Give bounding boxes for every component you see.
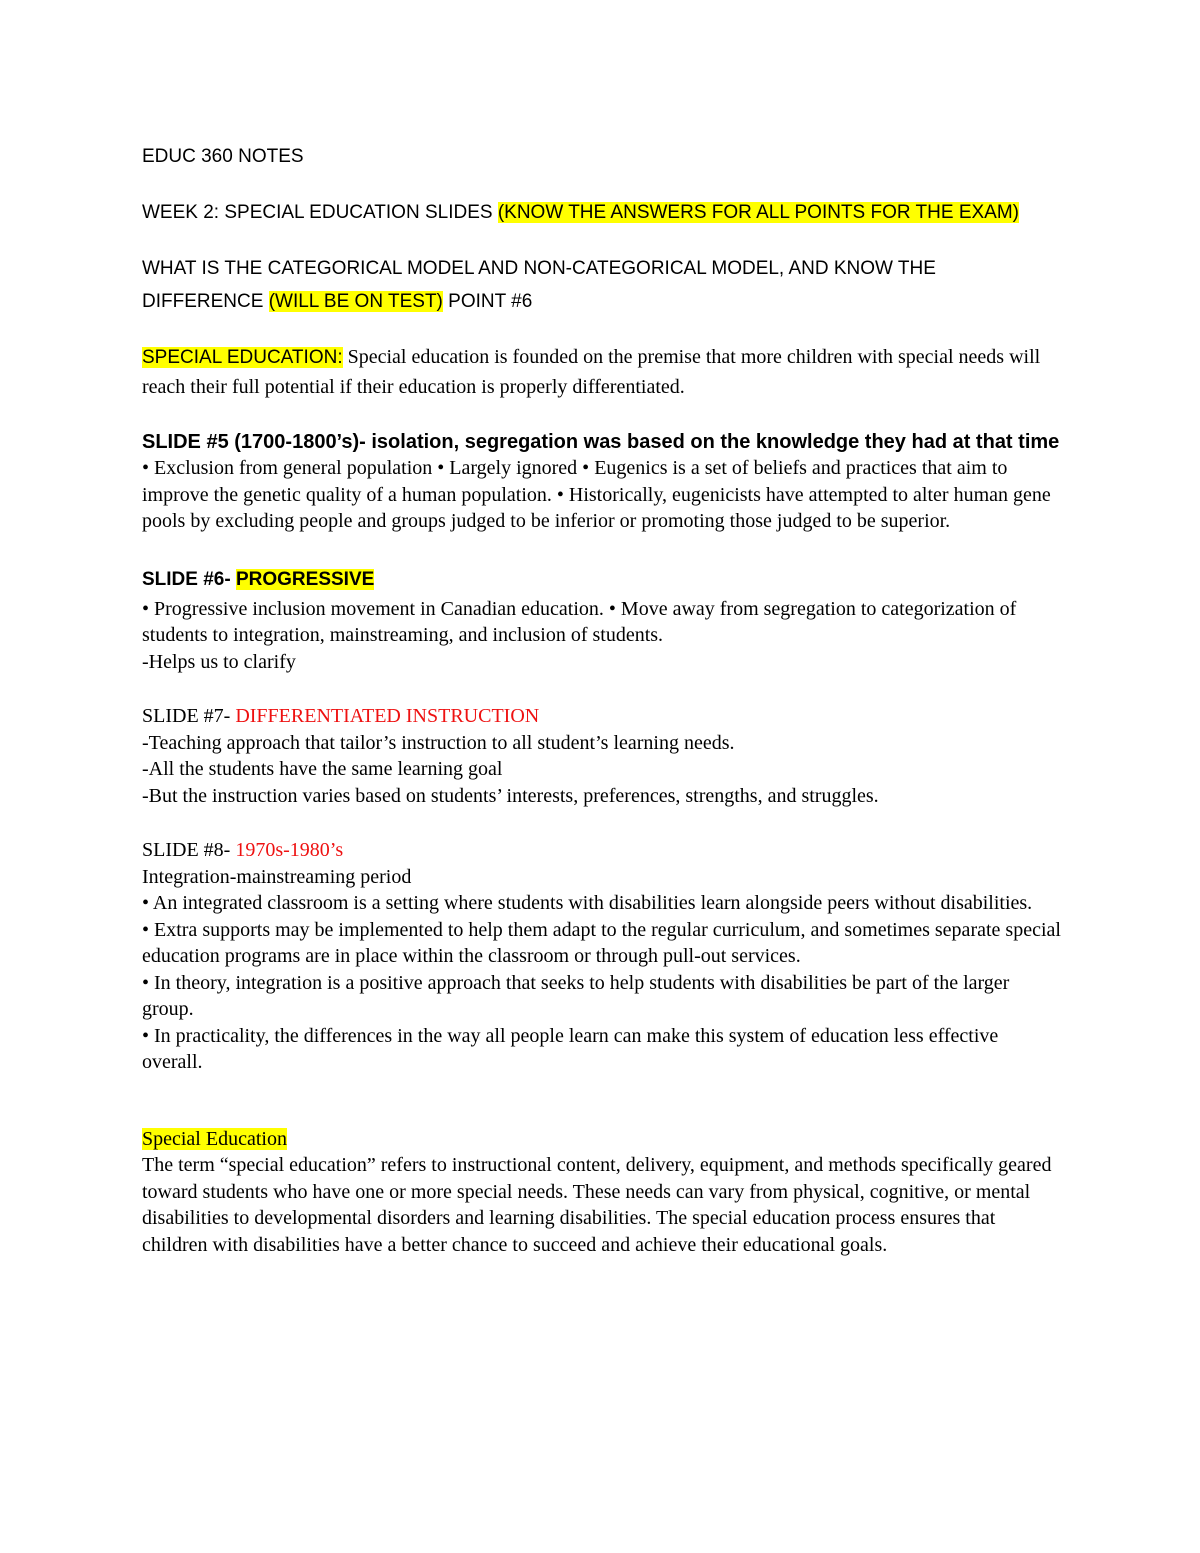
slide-7-heading: SLIDE #7- DIFFERENTIATED INSTRUCTION [142,705,540,727]
special-education-definition [142,1126,1062,1259]
question-heading [142,252,1062,318]
slide-8-bullet: • In theory, integration is a positive approach that seeks to help students with disabilities be part of the larger group. [142,971,1010,1020]
slide-8-bullet: • Extra supports may be implemented to help them adapt to the regular curriculum, and sometimes separate special education programs are in place within the classroom or through pull-out services. [142,918,1061,967]
special-education-intro-text: Special education is founded on the premise that more children with special needs will reach their full potential if their education is properly differentiated. [142,346,1041,398]
special-education-intro [142,341,1062,401]
slide-8-red-title: 1970s-1980’s [235,839,344,861]
special-education-label: SPECIAL EDUCATION: [142,347,343,368]
special-education-def-heading: Special Education [142,1127,287,1150]
slide-6-highlight: PROGRESSIVE [235,568,375,590]
slide-6-section [142,563,1062,676]
slide-8-bullet: • In practicality, the differences in the way all people learn can make this system of education less effective overall. [142,1024,999,1073]
slide-6-note: -Helps us to clarify [142,650,296,673]
week-highlight: (KNOW THE ANSWERS FOR ALL POINTS FOR THE EXAM) [497,202,1019,223]
slide-8-bullet: • An integrated classroom is a setting where students with disabilities learn alongside peers without disabilities. [142,892,1033,914]
week-prefix: WEEK 2: SPECIAL EDUCATION SLIDES [142,202,498,223]
slide-8-heading: SLIDE #8- 1970s-1980’s [142,839,344,861]
week-heading [142,196,1062,229]
slide-8-subtitle: Integration-mainstreaming period [142,865,412,888]
slide-5-heading: SLIDE #5 (1700-1800’s)- isolation, segregation was based on the knowledge they had at that time [142,430,1060,453]
question-line-2: DIFFERENCE (WILL BE ON TEST) POINT #6 [142,291,533,312]
question-line-1: WHAT IS THE CATEGORICAL MODEL AND NON-CATEGORICAL MODEL, AND KNOW THE [142,258,936,279]
document-title: EDUC 360 NOTES [142,146,304,167]
question-highlight: (WILL BE ON TEST) [268,291,443,312]
special-education-def-body: The term “special education” refers to instructional content, delivery, equipment, and methods specifically geared toward students who have one or more special needs. These needs can vary from physical, cognitive, or mental disabilities to developmental disorders and learning disabilities. The special education process ensures that children with disabilities have a better chance to succeed and achieve their educational goals. [142,1154,1052,1256]
slide-7-line: -Teaching approach that tailor’s instruction to all student’s learning needs. [142,731,735,754]
slide-5-section [142,429,1062,535]
slide-6-heading: SLIDE #6- PROGRESSIVE [142,568,375,590]
slide-7-line: -All the students have the same learning goal [142,758,503,780]
slide-7-section [142,703,1062,809]
slide-6-body: • Progressive inclusion movement in Canadian education. • Move away from segregation to categorization of students to integration, mainstreaming, and inclusion of students. [142,597,1017,646]
slide-8-section [142,837,1062,1076]
slide-7-line: -But the instruction varies based on students’ interests, preferences, strengths, and struggles. [142,784,879,807]
slide-7-red-title: DIFFERENTIATED INSTRUCTION [235,705,540,727]
document-page [142,140,1062,1258]
slide-5-body: • Exclusion from general population • Largely ignored • Eugenics is a set of beliefs and practices that aim to improve the genetic quality of a human population. • Historically, eugenicists have attempted to alter human gene pools by excluding people and groups judged to be inferior or promoting those judged to be superior. [142,457,1051,532]
